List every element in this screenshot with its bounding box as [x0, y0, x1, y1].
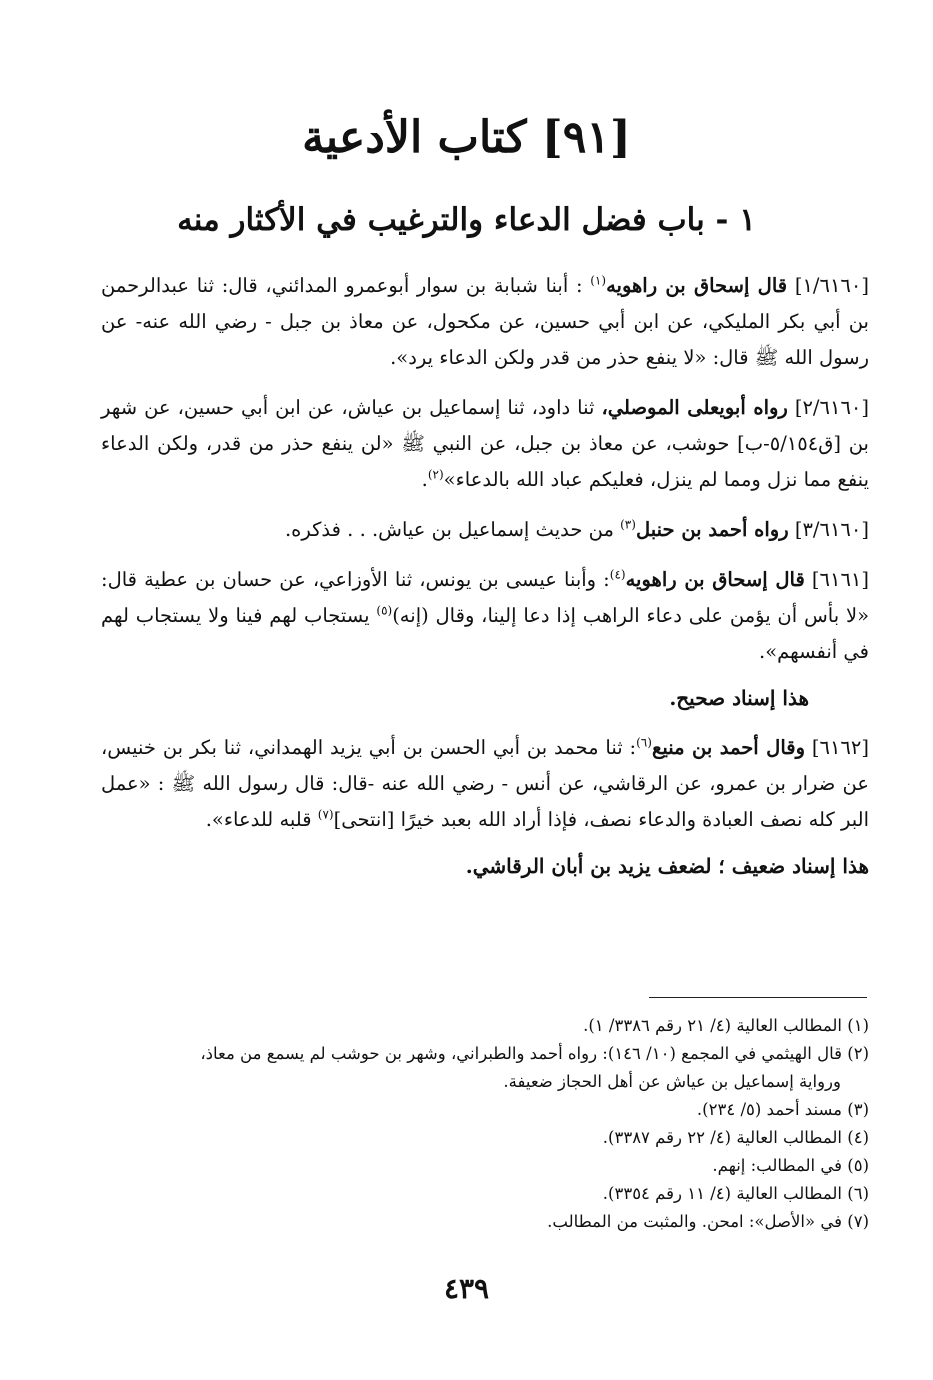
main-text: [101, 268, 869, 898]
hadith-text: من حديث إسماعيل بن عياش. . . فذكره.: [284, 518, 621, 541]
isnad-verdict: هذا إسناد صحيح.: [669, 686, 809, 710]
footnote-ref: (٧): [317, 807, 334, 822]
hadith-narrator: وقال أحمد بن منيع: [651, 736, 805, 759]
hadith-number: [١/٦١٦٠]: [794, 274, 869, 297]
footnotes: [101, 1012, 869, 1236]
hadith-narrator: قال إسحاق بن راهويه: [606, 274, 788, 297]
footnote-ref: (٦): [636, 735, 652, 750]
footnote: (٤) المطالب العالية (٤/ ٢٢ رقم ٣٣٨٧).: [602, 1128, 869, 1147]
footnote: (٢) قال الهيثمي في المجمع (١٠/ ١٤٦): رواه أحمد والطبراني، وشهر بن حوشب لم يسمع من معاذ،: [200, 1044, 869, 1063]
hadith-paragraph: [101, 562, 869, 670]
footnote: (٥) في المطالب: إنهم.: [712, 1156, 869, 1175]
hadith-text: : ثنا محمد بن أبي الحسن بن أبي يزيد الهمداني، ثنا بكر بن خنيس، عن ضرار بن عمرو، عن الرقاشي، عن أنس - رضي الله عنه -قال: قال رسول الله ﷺ : «عمل البر كله نصف العبادة والدعاء نصف، فإذا أراد الله بعبد خيرًا [انتحى]: [101, 736, 869, 831]
hadith-text-end: .: [421, 468, 428, 491]
hadith-number: [٣/٦١٦٠]: [794, 518, 869, 541]
footnote-ref: (٢): [427, 467, 444, 482]
footnote: (١) المطالب العالية (٤/ ٢١ رقم ٣٣٨٦/ ١).: [583, 1016, 869, 1035]
hadith-text: : وأبنا عيسى بن يونس، ثنا الأوزاعي، عن حسان بن عطية قال: «لا بأس أن يؤمن على دعاء الراهب إذا دعا إلينا، وقال (إنه): [101, 568, 869, 627]
footnote: (٧) في «الأصل»: امحن. والمثبت من المطالب.: [547, 1212, 869, 1231]
footnote-continuation: ورواية إسماعيل بن عياش عن أهل الحجاز ضعيفة.: [503, 1072, 841, 1091]
hadith-narrator: رواه أبويعلى الموصلي،: [601, 396, 788, 419]
hadith-number: [٦١٦٢]: [811, 736, 869, 759]
hadith-narrator: قال إسحاق بن راهويه: [625, 568, 805, 591]
isnad-verdict: هذا إسناد ضعيف ؛ لضعف يزيد بن أبان الرقاشي.: [465, 854, 869, 878]
page-number: ٤٣٩: [443, 1272, 490, 1305]
hadith-text: ثنا داود، ثنا إسماعيل بن عياش، عن ابن أبي حسين، عن شهر بن [ق٥/١٥٤-ب] حوشب، عن معاذ بن جبل، عن النبي ﷺ «لن ينفع حذر من قدر، ولكن الدعاء ينفع مما نزل ومما لم ينزل، فعليكم عباد الله بالدعاء»: [101, 396, 869, 491]
footnote: (٣) مسند أحمد (٥/ ٢٣٤).: [696, 1100, 869, 1119]
footnote-ref: (١): [590, 273, 607, 288]
hadith-text-continued: يستجاب لهم فينا ولا يستجاب لهم في أنفسهم».: [101, 604, 869, 663]
chapter-title: ١ - باب فضل الدعاء والترغيب في الأكثار منه: [177, 202, 756, 238]
hadith-paragraph: [101, 268, 869, 376]
hadith-text-continued: قلبه للدعاء».: [205, 808, 318, 831]
footnote-ref: (٥): [376, 603, 393, 618]
hadith-number: [٢/٦١٦٠]: [794, 396, 870, 419]
book-title: [٩١] كتاب الأدعية: [302, 112, 631, 163]
hadith-narrator: رواه أحمد بن حنبل: [635, 518, 789, 541]
footnote-ref: (٤): [609, 567, 626, 582]
hadith-paragraph: [101, 730, 869, 838]
hadith-paragraph: [101, 390, 869, 498]
footnote-separator: [649, 997, 867, 998]
footnote-ref: (٣): [620, 517, 636, 532]
footnote: (٦) المطالب العالية (٤/ ١١ رقم ٣٣٥٤).: [602, 1184, 869, 1203]
hadith-paragraph: [101, 512, 869, 548]
hadith-number: [٦١٦١]: [811, 568, 870, 591]
hadith-text: : أبنا شبابة بن سوار أبوعمرو المدائني، قال: ثنا عبدالرحمن بن أبي بكر المليكي، عن ابن أبي حسين، عن مكحول، عن معاذ بن جبل - رضي الله عنه- عن رسول الله ﷺ قال: «لا ينفع حذر من قدر ولكن الدعاء يرد».: [101, 274, 869, 369]
